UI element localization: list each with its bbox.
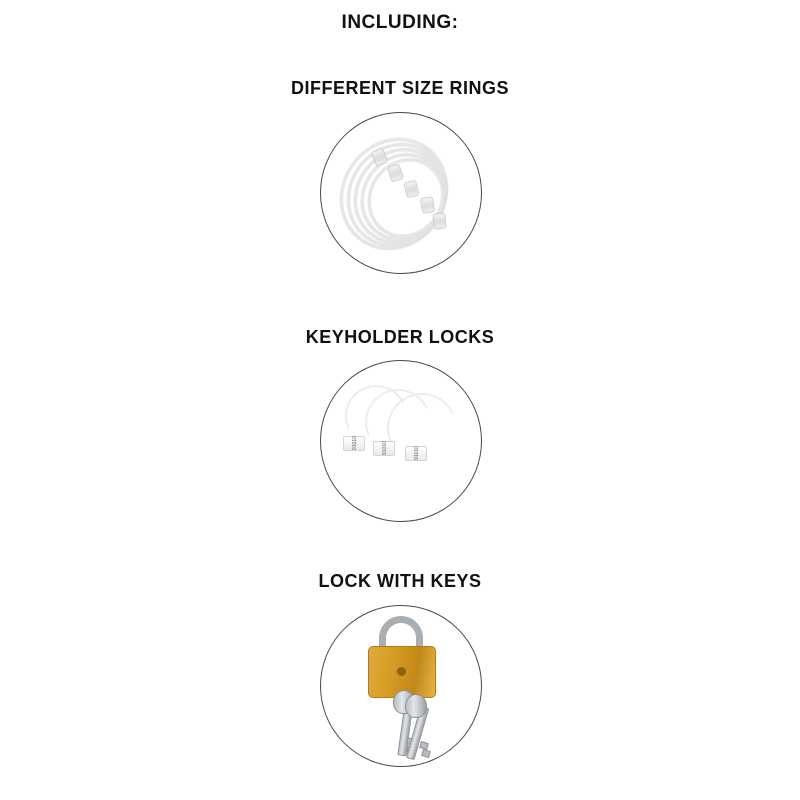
page-title: INCLUDING: <box>341 12 459 33</box>
ring-tab-4 <box>420 196 436 214</box>
lock-with-keys-image-circle <box>320 605 482 767</box>
seal-label-1: 91010 <box>352 436 358 450</box>
keyholder-seals-illustration <box>321 361 481 521</box>
rings-image-circle <box>320 112 482 274</box>
seal-label-2: 91010 <box>382 441 388 455</box>
section-heading-rings: DIFFERENT SIZE RINGS <box>290 78 509 98</box>
section-heading-keyholder-locks: KEYHOLDER LOCKS <box>305 327 495 347</box>
key-2-bow <box>405 694 427 718</box>
rings-illustration <box>321 113 481 273</box>
ring-tab-5 <box>432 212 447 229</box>
padlock-keyhole <box>397 667 406 676</box>
key-2-bit-b <box>421 749 431 758</box>
section-heading-lock-with-keys: LOCK WITH KEYS <box>318 571 482 591</box>
seal-label-3: 91010 <box>414 446 420 460</box>
keyholder-locks-image-circle <box>320 360 482 522</box>
